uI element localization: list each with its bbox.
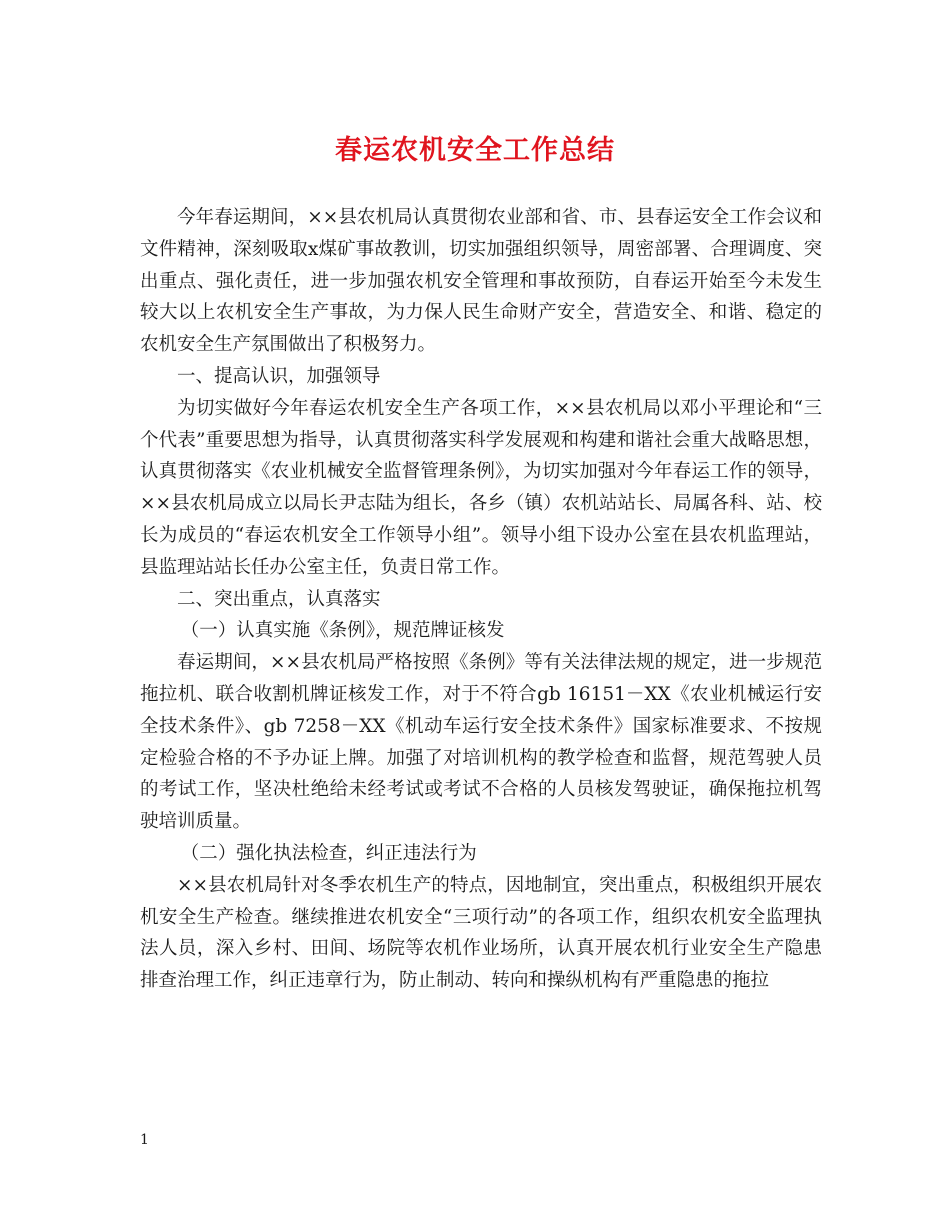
section-1-paragraph: 为切实做好今年春运农机安全生产各项工作，××县农机局以邓小平理论和“三个代表”重要思想为指导，认真贯彻落实科学发展观和构建和谐社会重大战略思想，认真贯彻落实《农业机械安全监督管理条例》，为切实加强对今年春运工作的领导，××县农机局成立以局长尹志陆为组长，各乡（镇）农机站站长、局属各科、站、校长为成员的“春运农机安全工作领导小组”。领导小组下设办公室在县农机监理站，县监理站站长任办公室主任，负责日常工作。 [140,397,822,578]
subsection-2-paragraph: ××县农机局针对冬季农机生产的特点，因地制宜，突出重点，积极组织开展农机安全生产检查。继续推进农机安全“三项行动”的各项工作，组织农机安全监理执法人员，深入乡村、田间、场院等农机作业场所，认真开展农机行业安全生产隐患排查治理工作，纠正违章行为，防止制动、转向和操纵机构有严重隐患的拖拉 [140,874,822,992]
section-heading-1: 一、提高认识，加强领导 [177,365,381,387]
section-heading-2: 二、突出重点，认真落实 [177,588,381,610]
subsection-1-paragraph: 春运期间，××县农机局严格按照《条例》等有关法律法规的规定，进一步规范拖拉机、联合收割机牌证核发工作，对于不符合gb 16151－XX《农业机械运行安全技术条件》、gb 7258－XX《机动车运行安全技术条件》国家标准要求、不按规定检验合格的不予办证上牌。加强了对培训机构的教学检查和监督，规范驾驶人员的考试工作，坚决杜绝给未经考试或考试不合格的人员核发驾驶证，确保拖拉机驾驶培训质量。 [140,652,822,833]
subsection-heading-2: （二）强化执法检查，纠正违法行为 [180,842,477,864]
subsection-heading-1: （一）认真实施《条例》，规范牌证核发 [180,620,505,642]
document-body [140,202,822,997]
page-number: 1 [140,1132,149,1148]
intro-paragraph: 今年春运期间，××县农机局认真贯彻农业部和省、市、县春运安全工作会议和文件精神，深刻吸取x煤矿事故教训，切实加强组织领导，周密部署、合理调度、突出重点、强化责任，进一步加强农机安全管理和事故预防，自春运开始至今未发生较大以上农机安全生产事故，为力保人民生命财产安全，营造安全、和谐、稳定的农机安全生产氛围做出了积极努力。 [140,207,822,356]
document-title: 春运农机安全工作总结 [335,135,615,166]
